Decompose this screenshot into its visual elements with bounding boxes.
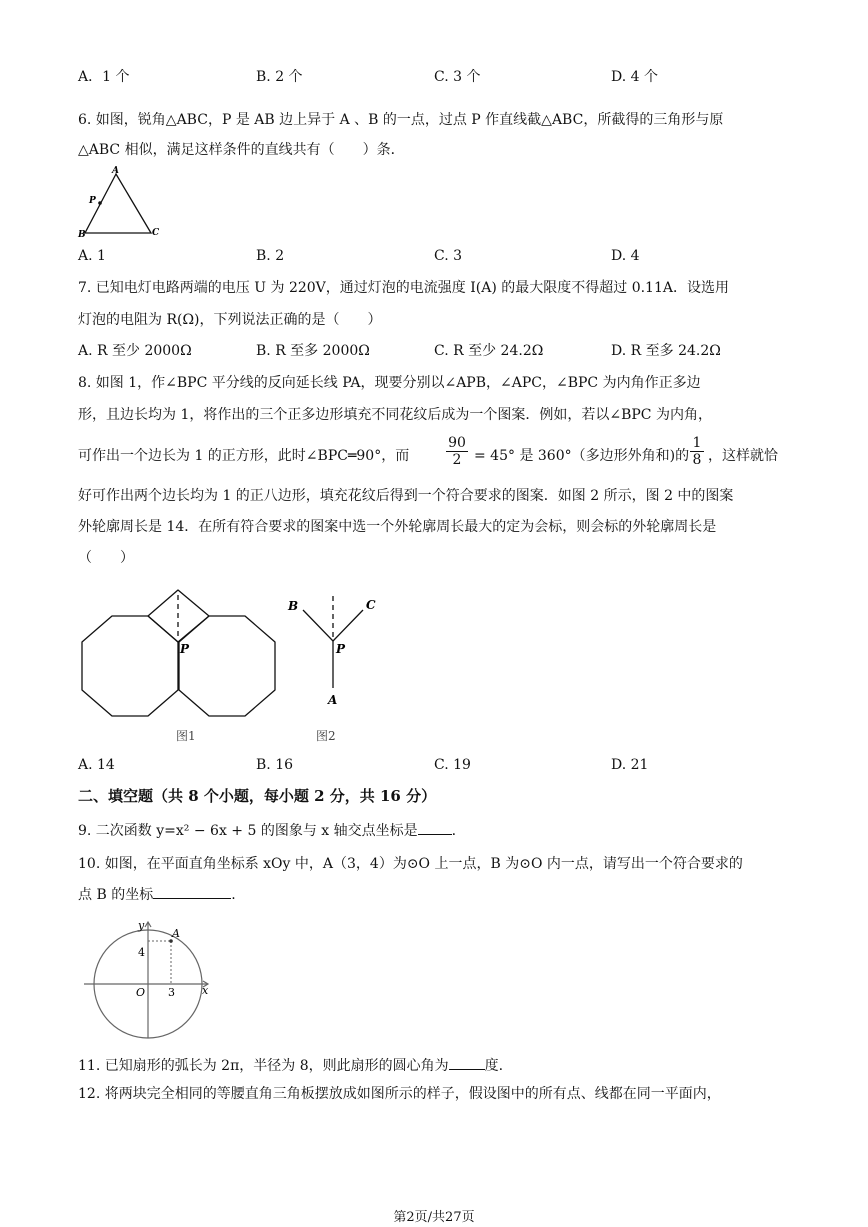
ray-pb	[303, 610, 333, 641]
q9-answer-blank	[418, 821, 452, 835]
q8-option-d: D. 21	[611, 757, 649, 773]
q6-text-line2: △ABC 相似，满足这样条件的直线共有（ ）条．	[78, 142, 405, 158]
q8-fraction-1-over-8	[690, 435, 704, 468]
q8-text-line4: 好可作出两个边长均为 1 的正八边形，填充花纹后得到一个符合要求的图案．如图 2 所示，图 2 中的图案	[78, 488, 734, 504]
label-p: P	[180, 642, 190, 656]
label-three: 3	[168, 986, 175, 999]
q8-options	[78, 757, 798, 777]
page-footer: 第2页/共27页	[393, 1210, 475, 1225]
q8-line3-part3: ，这样就恰	[708, 448, 778, 464]
q8-line3-part1: 可作出一个边长为 1 的正方形，此时∠BPC═90°，而	[78, 448, 410, 464]
label-a: A	[328, 693, 338, 707]
q9-text-part2: .	[451, 823, 457, 839]
fraction-denominator: 8	[692, 452, 702, 468]
q5-option-a: A．1 个	[78, 69, 130, 85]
q7-text-line2: 灯泡的电阻为 R(Ω)，下列说法正确的是（ ）	[78, 312, 382, 328]
q5-option-c: C. 3 个	[434, 69, 481, 85]
label-a: A	[172, 927, 180, 940]
q11-answer-blank	[449, 1056, 485, 1070]
q6-options	[78, 248, 798, 268]
q5-option-d: D. 4 个	[611, 69, 658, 85]
q5-options	[78, 66, 798, 86]
label-x: x	[202, 984, 209, 997]
q8-figure-1-octagons	[72, 582, 287, 752]
q6-option-b: B. 2	[256, 248, 285, 264]
q6-text-line1: 6. 如图，锐角△ABC，P 是 AB 边上异于 A 、B 的一点，过点 P 作直线截△ABC，所截得的三角形与原	[78, 112, 724, 128]
q8-option-a: A. 14	[78, 757, 115, 773]
q10-text-part2: .	[231, 887, 236, 903]
q8-option-b: B. 16	[256, 757, 294, 773]
q8-fraction-90-over-2	[446, 435, 468, 468]
label-y: y	[138, 919, 145, 932]
q7-option-b: B. R 至多 2000Ω	[256, 343, 370, 359]
q11-text-part1: 11. 已知扇形的弧长为 2π，半径为 8，则此扇形的圆心角为	[78, 1058, 449, 1074]
label-b: B	[288, 599, 299, 613]
q5-option-b: B. 2 个	[256, 69, 303, 85]
q7-option-c: C. R 至少 24.2Ω	[434, 343, 544, 359]
q6-option-d: D. 4	[611, 248, 640, 264]
q8-text-line5: 外轮廓周长是 14．在所有符合要求的图案中选一个外轮廓周长最大的定为会标，则会标的外轮廓周长是	[78, 519, 717, 535]
q7-option-a: A. R 至少 2000Ω	[78, 343, 192, 359]
q9-text-part1: 9. 二次函数 y=x² − 6x + 5 的图象与 x 轴交点坐标是	[78, 823, 418, 839]
q10-text-part1: 点 B 的坐标	[78, 887, 154, 903]
q12-text-line1: 12. 将两块完全相同的等腰直角三角板摆放成如图所示的样子，假设图中的所有点、线都在同一平面内，	[78, 1086, 721, 1102]
q8-text-line6: （ ）	[78, 550, 134, 566]
q8-text-line2: 形，且边长均为 1，将作出的三个正多边形填充不同花纹后成为一个图案．例如，若以∠BPC 为内角，	[78, 407, 712, 423]
q8-figure-2-angles	[282, 592, 382, 752]
point-p	[98, 201, 102, 205]
q9-text	[78, 820, 456, 840]
q10-text-line2	[78, 884, 236, 904]
q10-answer-blank	[153, 885, 231, 899]
q10-text-line1: 10. 如图，在平面直角坐标系 xOy 中，A（3，4）为⊙O 上一点，B 为⊙O 内一点，请写出一个符合要求的	[78, 856, 743, 872]
label-p: P	[336, 642, 346, 656]
q8-text-line1: 8. 如图 1，作∠BPC 平分线的反向延长线 PA，现要分别以∠APB，∠APC，∠BPC 为内角作正多边	[78, 375, 701, 391]
fraction-numerator: 1	[690, 435, 704, 452]
label-a: A	[112, 166, 119, 176]
q6-option-a: A. 1	[78, 248, 106, 264]
q6-triangle-figure	[76, 165, 166, 240]
q7-option-d: D. R 至多 24.2Ω	[611, 343, 721, 359]
fraction-denominator: 2	[452, 452, 462, 468]
q7-text-line1: 7. 已知电灯电路两端的电压 U 为 220V，通过灯泡的电流强度 I(A) 的最大限度不得超过 0.11A．设选用	[78, 280, 729, 296]
label-o: O	[136, 986, 146, 999]
q11-text	[78, 1055, 503, 1075]
left-octagon	[82, 616, 178, 716]
section-2-title: 二、填空题（共 8 个小题，每小题 2 分，共 16 分）	[78, 787, 437, 805]
q8-option-c: C. 19	[434, 757, 471, 773]
q7-options	[78, 340, 798, 360]
figure-1-caption: 图1	[176, 729, 196, 743]
label-p: P	[89, 196, 96, 206]
label-four: 4	[138, 946, 145, 959]
figure-2-caption: 图2	[316, 729, 336, 743]
q6-option-c: C. 3	[434, 248, 463, 264]
label-c: C	[152, 228, 160, 238]
label-c: C	[366, 598, 376, 612]
q10-circle-figure	[82, 914, 222, 1039]
fraction-numerator: 90	[446, 435, 468, 452]
label-b: B	[78, 230, 86, 240]
q8-line3-part2: = 45° 是 360°（多边形外角和)的	[474, 448, 690, 464]
ray-pc	[333, 610, 363, 641]
q11-text-part2: 度.	[484, 1058, 504, 1074]
right-octagon	[179, 616, 275, 716]
